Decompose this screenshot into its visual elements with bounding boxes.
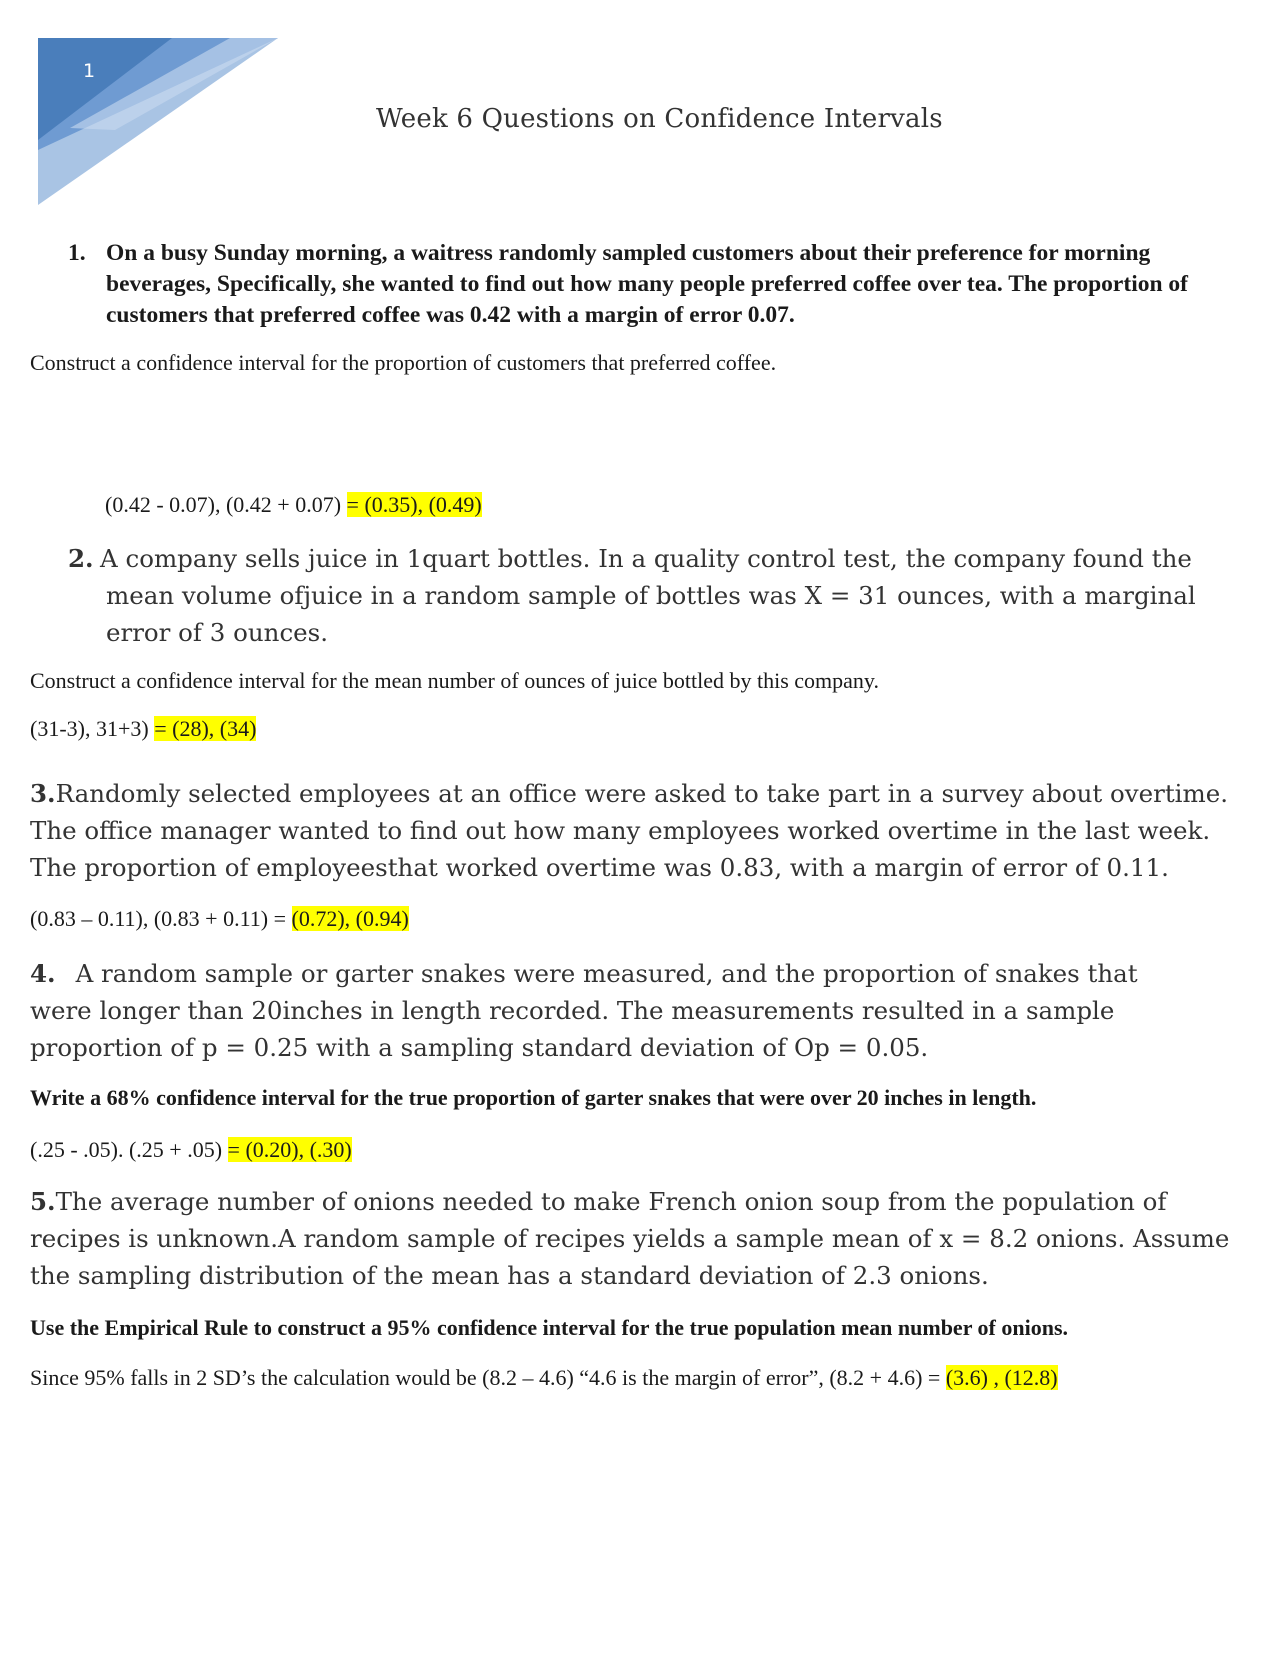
question-4-number: 4. bbox=[30, 959, 56, 988]
question-1-instruction: Construct a confidence interval for the proportion of customers that preferred coffee. bbox=[30, 350, 777, 375]
question-5-text bbox=[30, 1183, 1260, 1294]
question-1-body: On a busy Sunday morning, a waitress randomly sampled customers about their preference for morning beverages, Specifically, she wanted to find out how many people preferred coffee over tea. The proportion of customers that preferred coffee was 0.42 with a margin of error 0.07. bbox=[106, 240, 1188, 328]
header-corner-decoration bbox=[0, 0, 300, 220]
question-2-work: (31-3), 31+3) bbox=[30, 716, 155, 741]
question-5-number: 5. bbox=[30, 1187, 56, 1216]
question-5-instruction: Use the Empirical Rule to construct a 95% confidence interval for the true population mean number of onions. bbox=[30, 1315, 1069, 1340]
page-number: 1 bbox=[83, 60, 96, 82]
question-2-answer: = (28), (34) bbox=[154, 716, 257, 741]
question-1-answer: = (0.35), (0.49) bbox=[346, 492, 482, 517]
page-title: Week 6 Questions on Confidence Intervals bbox=[376, 104, 943, 134]
question-2-text bbox=[68, 540, 1248, 651]
question-1-text bbox=[68, 238, 1248, 331]
question-5-work: Since 95% falls in 2 SD’s the calculation would be (8.2 – 4.6) “4.6 is the margin of error”, (8.2 + 4.6) = bbox=[30, 1365, 946, 1390]
question-4-answer: = (0.20), (.30) bbox=[227, 1137, 352, 1162]
question-4-work: (.25 - .05). (.25 + .05) bbox=[30, 1137, 228, 1162]
question-4-text bbox=[30, 955, 1170, 1066]
question-2-instruction: Construct a confidence interval for the mean number of ounces of juice bottled by this company. bbox=[30, 668, 879, 693]
question-3-body: Randomly selected employees at an office were asked to take part in a survey about overtime. The office manager wanted to find out how many employees worked overtime in the last week. The proportion of employeesthat worked overtime was 0.83, with a margin of error of 0.11. bbox=[30, 779, 1229, 882]
question-4-body: A random sample or garter snakes were measured, and the proportion of snakes that were longer than 20inches in length recorded. The measurements resulted in a sample proportion of p = 0.25 with a sampling standard deviation of Op = 0.05. bbox=[30, 959, 1138, 1062]
question-5-answer: (3.6) , (12.8) bbox=[945, 1365, 1058, 1390]
question-4-answer-line bbox=[30, 1137, 352, 1163]
question-3-answer-line bbox=[30, 906, 409, 932]
question-2-body: A company sells juice in 1quart bottles. In a quality control test, the company found the mean volume ofjuice in a random sample of bottles was X = 31 ounces, with a marginal error of 3 ounces. bbox=[100, 544, 1196, 647]
question-4-instruction: Write a 68% confidence interval for the true proportion of garter snakes that were over 20 inches in length. bbox=[30, 1085, 1037, 1110]
question-1-number: 1. bbox=[68, 240, 86, 266]
question-2-answer-line bbox=[30, 716, 256, 742]
question-2-number: 2. bbox=[68, 544, 94, 573]
question-3-answer: (0.72), (0.94) bbox=[291, 906, 409, 931]
question-3-number: 3. bbox=[30, 779, 56, 808]
question-3-work: (0.83 – 0.11), (0.83 + 0.11) = bbox=[30, 906, 292, 931]
question-5-answer-line bbox=[30, 1365, 1058, 1391]
question-3-text bbox=[30, 775, 1260, 886]
question-1-work: (0.42 - 0.07), (0.42 + 0.07) bbox=[105, 492, 347, 517]
question-5-body: The average number of onions needed to make French onion soup from the population of recipes is unknown.A random sample of recipes yields a sample mean of x = 8.2 onions. Assume the sampling distribution of the mean has a standard deviation of 2.3 onions. bbox=[30, 1187, 1230, 1290]
question-1-answer-line bbox=[105, 492, 482, 518]
